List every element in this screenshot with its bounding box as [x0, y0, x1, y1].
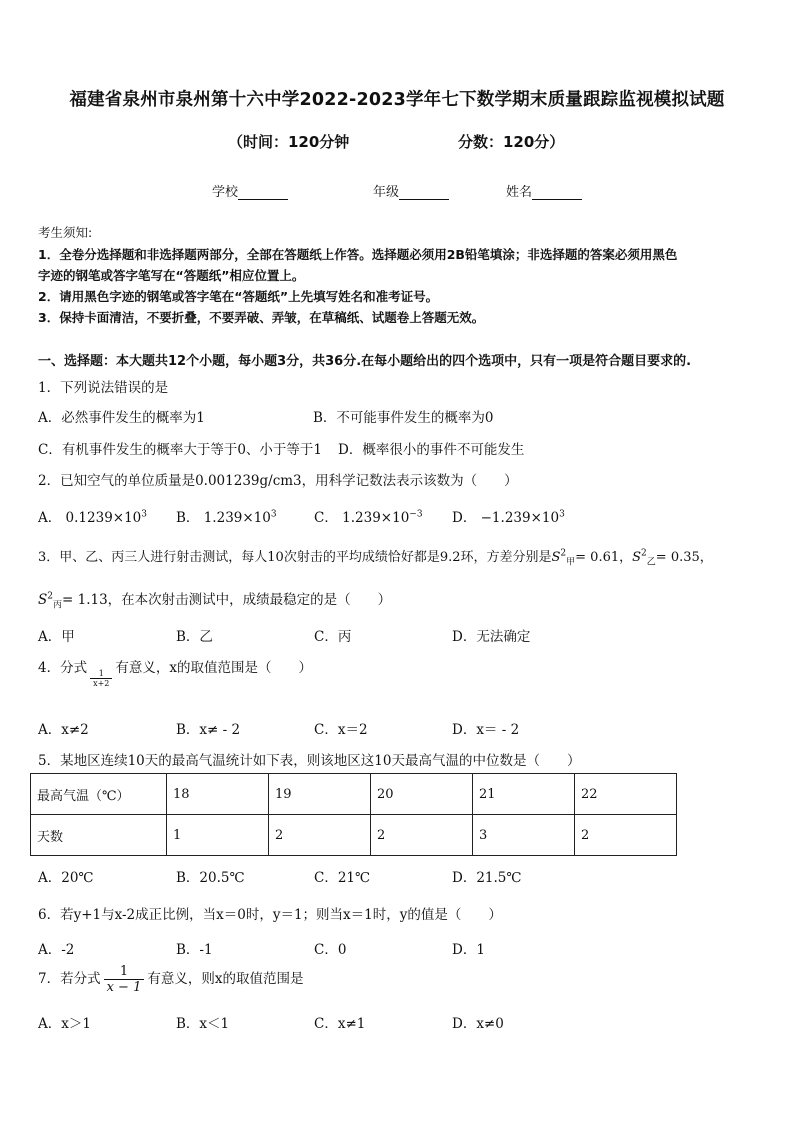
q3-s-bing-sym: S	[38, 592, 48, 608]
table-cell: 20	[371, 774, 473, 815]
name-blank	[532, 185, 582, 200]
q2-option-d	[452, 506, 565, 526]
school-field	[212, 181, 288, 200]
q2-c-label: C．	[314, 510, 338, 526]
q3-s-bing-sub: 丙	[52, 600, 62, 611]
q6-option-a: A．-2	[38, 942, 75, 958]
q2-d-label: D．	[452, 510, 477, 526]
q2-d-exp: 3	[559, 509, 565, 520]
q7-num: 1	[104, 964, 145, 980]
q2-stem: 2．已知空气的单位质量是0.001239g/cm3，用科学记数法表示该数为（ ）	[38, 473, 518, 489]
q6-option-c: C．0	[314, 942, 347, 958]
q4-num: 1	[90, 669, 112, 679]
table-cell: 21	[473, 774, 575, 815]
table-cell: 19	[269, 774, 371, 815]
temperature-table	[30, 773, 677, 856]
q2-d-base: −1.239×10	[480, 510, 560, 526]
school-label: 学校	[212, 185, 239, 200]
q6-option-b: B．-1	[176, 942, 213, 958]
exam-title: 福建省泉州市泉州第十六中学2022-2023学年七下数学期末质量跟踪监视模拟试题	[69, 90, 725, 110]
q3-s-bing-sq: 2	[47, 591, 53, 602]
notice-item-1-cont: 字迹的钢笔或答字笔写在“答题纸”相应位置上。	[38, 268, 305, 283]
q7-stem-pre: 7．若分式	[38, 971, 101, 987]
section-heading: 一、选择题：本大题共12个小题，每小题3分，共36分.在每小题给出的四个选项中，只有一项是符合题目要求的.	[38, 354, 692, 369]
grade-blank	[399, 185, 449, 200]
q1-option-c: C．有机事件发生的概率大于等于0、小于等于1	[38, 442, 323, 458]
exam-time: （时间：120分钟	[228, 133, 350, 151]
q7-stem-post: 有意义，则x的取值范围是	[147, 971, 304, 987]
table-row	[31, 774, 677, 815]
q3-stem	[38, 546, 713, 568]
notice-item-1: 1．全卷分选择题和非选择题两部分，全部在答题纸上作答。选择题必须用2B铅笔填涂；非选择题的答案必须用黑色	[38, 247, 678, 262]
q7-option-c: C．x≠1	[314, 1016, 366, 1032]
q3-s-jia-sub: 甲	[566, 557, 576, 568]
q2-b-label: B．	[176, 510, 200, 526]
q5-option-b: B．20.5℃	[176, 870, 245, 886]
table-cell: 3	[473, 815, 575, 856]
name-field	[506, 181, 582, 200]
q3-s-jia-sq: 2	[560, 548, 567, 559]
q4-option-b: B．x≠ - 2	[176, 722, 241, 738]
q7-option-a: A．x＞1	[38, 1016, 91, 1032]
q7-option-d: D．x≠0	[452, 1016, 504, 1032]
notice-item-2: 2．请用黑色字迹的钢笔或答字笔在“答题纸”上先填写姓名和准考证号。	[38, 289, 439, 304]
school-blank	[238, 185, 288, 200]
q3-stem-line2	[38, 588, 392, 611]
q2-b-exp: 3	[270, 509, 277, 520]
table-cell: 18	[167, 774, 269, 815]
q4-stem-pre: 4．分式	[38, 660, 88, 676]
q4-stem-post: 有意义，x的取值范围是（ ）	[115, 660, 313, 676]
q2-b-base: 1.239×10	[203, 510, 271, 526]
q5-option-c: C．21℃	[314, 870, 371, 886]
table-cell: 1	[167, 815, 269, 856]
q7-stem	[38, 964, 303, 995]
table-header-cell: 最高气温（℃）	[31, 774, 167, 815]
q2-c-base: 1.239×10	[342, 510, 410, 526]
q1-option-a: A．必然事件发生的概率为1	[38, 410, 205, 426]
q6-option-d: D．1	[452, 942, 485, 958]
q3-s-yi-sq: 2	[641, 548, 647, 559]
q4-option-a: A．x≠2	[38, 722, 89, 738]
exam-score: 分数：120分）	[458, 133, 565, 151]
q5-option-d: D．21.5℃	[452, 870, 522, 886]
q4-option-d: D．x＝ - 2	[452, 722, 520, 738]
q3-s-jia-sym: S	[551, 550, 561, 565]
q3-option-b: B．乙	[176, 629, 213, 645]
q3-s-yi-sub: 乙	[646, 557, 656, 568]
grade-label: 年级	[373, 185, 400, 200]
q3-option-d: D．无法确定	[452, 629, 531, 645]
grade-field	[373, 181, 449, 200]
table-cell: 22	[575, 774, 677, 815]
q3-option-c: C．丙	[314, 629, 352, 645]
q4-option-c: C．x＝2	[314, 722, 368, 738]
q3-s-yi-sym: S	[632, 550, 642, 565]
table-row	[31, 815, 677, 856]
q1-option-b: B．不可能事件发生的概率为0	[313, 410, 494, 426]
q1-option-d: D．概率很小的事件不可能发生	[338, 442, 525, 458]
q4-stem	[38, 656, 313, 688]
q2-option-a	[38, 506, 147, 526]
q5-option-a: A．20℃	[38, 870, 94, 886]
table-cell: 2	[575, 815, 677, 856]
notice-item-3: 3．保持卡面清洁，不要折叠，不要弄破、弄皱，在草稿纸、试题卷上答题无效。	[38, 310, 485, 325]
q7-option-b: B．x＜1	[176, 1016, 230, 1032]
q1-stem: 1．下列说法错误的是	[38, 380, 169, 396]
q2-option-c	[314, 506, 423, 526]
table-cell: 2	[371, 815, 473, 856]
q5-stem: 5．某地区连续10天的最高气温统计如下表，则该地区这10天最高气温的中位数是（ ）	[38, 753, 581, 769]
q3-s-yi-val: = 0.35，	[655, 550, 713, 565]
table-cell: 2	[269, 815, 371, 856]
q2-option-b	[176, 506, 277, 526]
q2-a-exp: 3	[141, 509, 148, 520]
q2-c-exp: −3	[409, 509, 423, 520]
q2-a-label: A．	[38, 510, 62, 526]
q7-fraction	[104, 964, 145, 995]
name-label: 姓名	[506, 185, 533, 200]
q3-option-a: A．甲	[38, 629, 75, 645]
notice-heading: 考生须知:	[38, 225, 93, 240]
q6-stem: 6．若y+1与x-2成正比例，当x＝0时，y＝1；则当x＝1时，y的值是（ ）	[38, 907, 502, 923]
q3-stem-text: 3．甲、乙、丙三人进行射击测试，每人10次射击的平均成绩恰好都是9.2环，方差分别是	[38, 550, 552, 565]
table-header-cell: 天数	[31, 815, 167, 856]
q2-a-base: 0.1239×10	[65, 510, 142, 526]
q3-line2-text: = 1.13，在本次射击测试中，成绩最稳定的是（ ）	[62, 592, 392, 608]
q4-fraction	[90, 669, 112, 688]
q4-den: x+2	[93, 679, 110, 688]
q7-den: x − 1	[106, 980, 142, 995]
q3-s-jia-val: = 0.61，	[575, 550, 633, 565]
